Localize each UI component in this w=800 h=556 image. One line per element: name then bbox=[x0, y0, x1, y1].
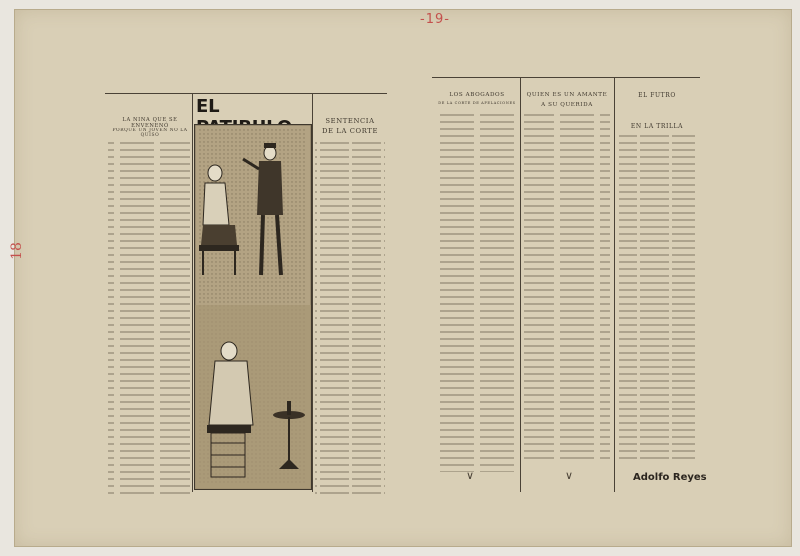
futuro-heading: EL FUTRO bbox=[638, 92, 676, 99]
sentencia-subheading: DE LA CORTE bbox=[321, 127, 379, 135]
woodcut-illustration bbox=[194, 124, 312, 490]
main-title: EL bbox=[196, 96, 220, 117]
side-mark: 18 bbox=[8, 242, 25, 260]
left-subheading: PORQUE UN JOVEN NO LA QUISO bbox=[112, 128, 188, 138]
quiere-subheading: A SU QUERIDA bbox=[541, 102, 593, 108]
abogados-heading: LOS ABOGADOS bbox=[449, 92, 505, 98]
futuro-subheading: EN LA TRILLA bbox=[630, 123, 684, 130]
ornament: ∨ bbox=[466, 469, 475, 482]
page-number: -19- bbox=[420, 12, 450, 27]
left-heading: LA NIÑA QUE SE ENVENENÓ bbox=[122, 117, 178, 129]
sentencia-heading: SENTENCIA bbox=[325, 117, 375, 125]
author-signature: Adolfo Reyes bbox=[633, 472, 707, 483]
woodcut-scene bbox=[195, 125, 311, 489]
ornament: ∨ bbox=[565, 469, 574, 482]
quiere-heading: QUIEN ES UN AMANTE bbox=[526, 92, 608, 98]
abogados-subheading: DE LA CORTE DE APELACIONES bbox=[438, 101, 516, 105]
